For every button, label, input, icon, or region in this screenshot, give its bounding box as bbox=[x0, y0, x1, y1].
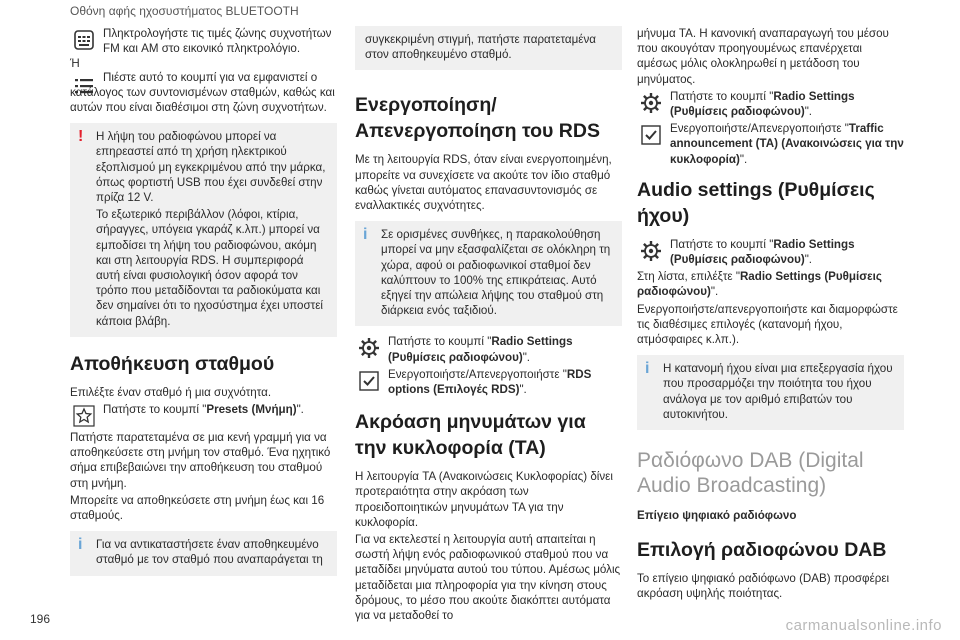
text-select-station: Επιλέξτε έναν σταθμό ή μια συχνότητα. bbox=[70, 385, 272, 399]
text-radio-settings: Πατήστε το κουμπί "Radio Settings (Ρυθμίσεις ραδιοφώνου)". bbox=[388, 335, 573, 364]
info-note-audio bbox=[637, 355, 904, 430]
text-traffic-option: Ενεργοποιήστε/Απενεργοποιήστε "Traffic announcement (TA) (Ανακοινώσεις για την κυκλοφορία)". bbox=[670, 122, 904, 166]
settings-gear-icon bbox=[637, 89, 665, 117]
star-icon bbox=[70, 402, 98, 430]
heading-store-station: Αποθήκευση σταθμού bbox=[70, 352, 275, 375]
info-note-continued bbox=[355, 26, 622, 70]
text-rds-options: Ενεργοποιήστε/Απενεργοποιήστε "RDS options (Επιλογές RDS)". bbox=[388, 367, 592, 397]
column-2 bbox=[355, 26, 622, 625]
text-radio-settings-2: Πατήστε το κουμπί "Radio Settings (Ρυθμίσεις ραδιοφώνου)". bbox=[670, 89, 855, 119]
radio-settings-instruction-2 bbox=[637, 89, 904, 121]
text-long-press: Πατήστε παρατεταμένα σε μια κενή γραμμή για να αποθηκεύσετε στη μνήμη τον σταθμό. Ένα ηχητικό σήμα επιβεβαιώνει την αποθήκευση του σταθμού στη μνήμη. bbox=[70, 431, 331, 490]
text-keyboard: Πληκτρολογήστε τις τιμές ζώνης συχνοτήτων FM και AM στο εικονικό πληκτρολόγιο. bbox=[103, 27, 332, 56]
text-or: Ή bbox=[70, 57, 80, 71]
keyboard-icon bbox=[70, 26, 98, 54]
info-text-continued: συγκεκριμένη στιγμή, πατήστε παρατεταμένα στον αποθηκευμένο σταθμό. bbox=[365, 33, 596, 62]
page-number: 196 bbox=[30, 612, 51, 626]
heading-select-dab: Επιλογή ραδιοφώνου DAB bbox=[637, 539, 887, 562]
column-3 bbox=[637, 26, 904, 604]
settings-gear-icon bbox=[637, 237, 665, 265]
rds-options-instruction bbox=[355, 367, 622, 399]
heading-audio-settings: Audio settings (Ρυθμίσεις ήχου) bbox=[637, 178, 875, 227]
heading-traffic: Ακρόαση μηνυμάτων για την κυκλοφορία (TA) bbox=[355, 411, 586, 460]
info-icon: i bbox=[363, 226, 368, 244]
warning-text-2: Το εξωτερικό περιβάλλον (λόφοι, κτίρια, σήραγγες, υπόγεια γκαράζ κ.λπ.) μπορεί να εμποδίσει τη λήψη του ραδιοφώνου, ακόμη και στη λειτουργία RDS. Η συμπεριφορά αυτή είναι φυσιολογική όσον αφορά τον τρόπο που μεταδίδονται τα ραδιοκύματα και δεν σημαίνει ότι το ηχοσύστημα έχει υποστεί κάποια βλάβη. bbox=[96, 208, 323, 328]
text-audio-options: Ενεργοποιήστε/απενεργοποιήστε και διαμορφώστε τις διαθέσιμες επιλογές (κατανομή ήχου, ατμόσφαιρες κ.λπ.). bbox=[637, 302, 898, 347]
text-rds: Με τη λειτουργία RDS, όταν είναι ενεργοποιημένη, μπορείτε να συνεχίσετε να ακούτε τον ίδιο σταθμό καθώς γίνεται αυτόματος επανασυντονισμός σε εναλλακτικές συχνότητες. bbox=[355, 153, 612, 213]
text-ta-detail: Για να εκτελεστεί η λειτουργία αυτή απαιτείται η σωστή λήψη ενός ραδιοφωνικού σταθμού που να μεταδίδει μηνύματα αυτού του τύπου. Αμέσως μόλις μεταδίδεται μια πληροφορία για την κίνηση στους δρόμους, το μέσο που ακούτε διακόπτει αυτόματα για να μεταδοθεί το bbox=[355, 533, 621, 623]
heading-dab: Ραδιόφωνο DAB (Digital Audio Broadcasting) bbox=[637, 449, 864, 498]
text-list-select: Στη λίστα, επιλέξτε "Radio Settings (Ρυθμίσεις ραδιοφώνου)". bbox=[637, 270, 882, 299]
text-radio-settings-3: Πατήστε το κουμπί "Radio Settings (Ρυθμίσεις ραδιοφώνου)". bbox=[670, 237, 855, 267]
warning-icon: ! bbox=[78, 128, 84, 146]
text-16-stations: Μπορείτε να αποθηκεύσετε στη μνήμη έως και 16 σταθμούς. bbox=[70, 493, 325, 523]
page-header: Οθόνη αφής ηχοσυστήματος BLUETOOTH bbox=[70, 4, 299, 18]
column-1 bbox=[70, 26, 337, 584]
traffic-option-instruction bbox=[637, 121, 904, 169]
heading-rds: Ενεργοποίηση/ Απενεργοποίηση του RDS bbox=[355, 94, 600, 143]
info-icon: i bbox=[645, 360, 650, 378]
info-icon: i bbox=[78, 536, 83, 554]
info-note-rds bbox=[355, 221, 622, 326]
info-text-rds: Σε ορισμένες συνθήκες, η παρακολούθηση μπορεί να μην εξασφαλίζεται σε ολόκληρη τη χώρα, αφού οι ραδιοφωνικοί σταθμοί δεν καλύπτουν το 100% της επικράτειας. Αυτό εξηγεί την απώλεια λήψης του σταθμού στη διάρκεια ενός ταξιδιού. bbox=[381, 228, 611, 318]
checkbox-icon bbox=[355, 367, 383, 395]
warning-note bbox=[70, 123, 337, 337]
warning-text-1: Η λήψη του ραδιοφώνου μπορεί να επηρεαστεί από τη χρήση ηλεκτρικού εξοπλισμού μη εγκεκριμένου από την μάρκα, όπως φορτιστή USB που έχει συνδεθεί στην πρίζα 12 V. bbox=[96, 130, 326, 205]
watermark: carmanualsonline.info bbox=[785, 617, 942, 634]
text-list: Πιέστε αυτό το κουμπί για να εμφανιστεί ο κατάλογος των συντονισμένων σταθμών, καθώς και αυτών που είναι διαθέσιμοι στη ζώνη συχνοτήτων. bbox=[70, 70, 335, 115]
info-text-audio: Η κατανομή ήχου είναι μια επεξεργασία ήχου που προσαρμόζει την ποιότητα του ήχου ανάλογα με τον αριθμό επιβατών του αυτοκινήτου. bbox=[663, 362, 893, 421]
text-presets: Πατήστε το κουμπί "Presets (Μνήμη)". bbox=[103, 403, 304, 417]
subheading-digital-radio: Επίγειο ψηφιακό ραδιόφωνο bbox=[637, 509, 797, 523]
checkbox-icon bbox=[637, 121, 665, 149]
radio-settings-instruction bbox=[355, 334, 622, 366]
settings-gear-icon bbox=[355, 334, 383, 362]
info-note-replace bbox=[70, 531, 337, 575]
text-ta-continued: μήνυμα TA. Η κανονική αναπαραγωγή του μέσου που ακουγόταν προηγουμένως επανέρχεται αμέσως μόλις ολοκληρωθεί η μετάδοση του μηνύματος. bbox=[637, 27, 889, 86]
radio-settings-instruction-3 bbox=[637, 237, 904, 269]
text-ta-intro: Η λειτουργία TA (Ανακοινώσεις Κυκλοφορίας) δίνει προτεραιότητα στην ακρόαση των προειδοποιητικών μηνυμάτων TA για την κυκλοφορία. bbox=[355, 470, 613, 529]
info-text-replace: Για να αντικαταστήσετε έναν αποθηκευμένο σταθμό με τον σταθμό που αναπαράγεται τη bbox=[96, 538, 323, 567]
presets-instruction bbox=[70, 402, 337, 430]
text-dab: Το επίγειο ψηφιακό ραδιόφωνο (DAB) προσφέρει ακρόαση υψηλής ποιότητας. bbox=[637, 572, 890, 601]
keyboard-instruction bbox=[70, 26, 337, 58]
